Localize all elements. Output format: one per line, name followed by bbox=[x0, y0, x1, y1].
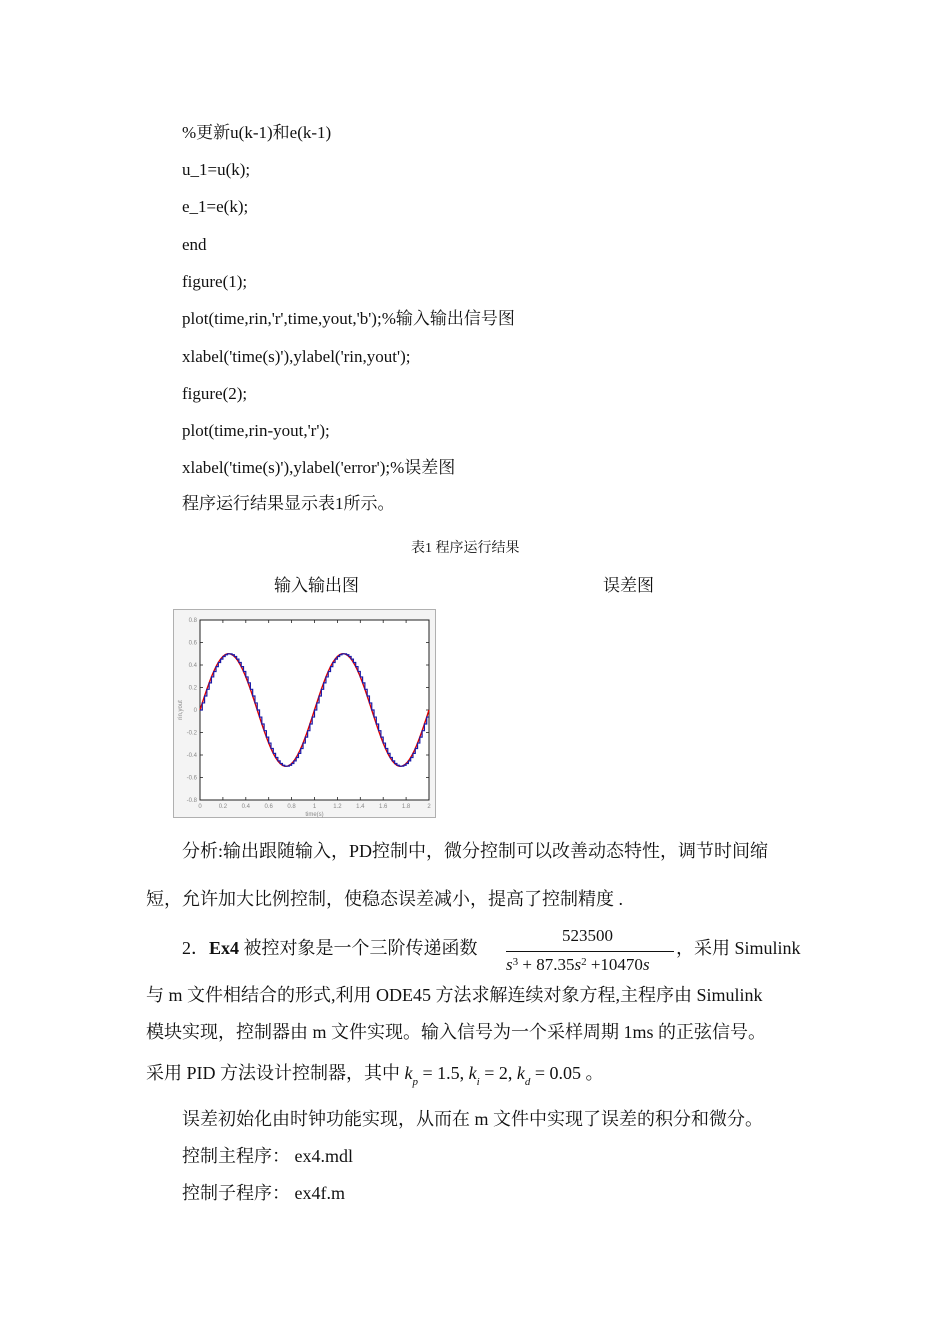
kd-value: = 0.05 bbox=[534, 1063, 582, 1083]
ex4-line-2: 与 m 文件相结合的形式,利用 ODE45 方法求解连续对象方程,主程序由 Simulink bbox=[146, 985, 763, 1005]
ex4-number: 2． bbox=[182, 938, 209, 958]
y-tick-label: 0 bbox=[193, 708, 197, 714]
pid-intro: 采用 PID 方法设计控制器，其中 bbox=[146, 1063, 401, 1083]
ki-value: = 2, bbox=[484, 1063, 513, 1083]
x-tick-label: 2 bbox=[427, 804, 431, 810]
tf-power: 3 bbox=[512, 956, 519, 968]
ex4-label: Ex4 bbox=[209, 938, 240, 958]
tf-power: 2 bbox=[581, 956, 587, 968]
ex4-text: 被控对象是一个三阶传递函数 bbox=[243, 938, 478, 958]
code-line: plot(time,rin-yout,'r'); bbox=[182, 421, 330, 440]
x-tick-label: 1.4 bbox=[356, 804, 365, 810]
y-tick-label: 0.2 bbox=[188, 685, 197, 692]
period: 。 bbox=[585, 1063, 604, 1083]
tf-numerator: 523500 bbox=[562, 926, 613, 945]
y-tick-label: 0.8 bbox=[188, 618, 197, 624]
code-line: figure(1); bbox=[182, 272, 248, 291]
code-line: end bbox=[182, 235, 207, 254]
analysis-line-2: 短，允许加大比例控制，使稳态误差减小，提高了控制精度 . bbox=[146, 889, 623, 909]
x-tick-label: 0 bbox=[198, 804, 202, 810]
ex4-heading bbox=[182, 937, 478, 959]
column-header-error: 误差图 bbox=[603, 576, 654, 595]
code-line: figure(2); bbox=[182, 384, 248, 403]
tf-denominator bbox=[506, 955, 650, 975]
k-symbol: k bbox=[516, 1063, 525, 1083]
tf-s: s bbox=[574, 955, 582, 974]
x-tick-label: 0.4 bbox=[241, 804, 250, 810]
code-line: xlabel('time(s)'),ylabel('rin,yout'); bbox=[182, 347, 411, 366]
ki-subscript: i bbox=[476, 1076, 480, 1088]
k-symbol: k bbox=[404, 1063, 413, 1083]
x-tick-label: 1 bbox=[312, 804, 317, 810]
fraction-bar bbox=[506, 951, 674, 952]
tf-coef: + 87.35 bbox=[522, 955, 575, 974]
y-tick-label: -0.2 bbox=[186, 730, 197, 737]
y-tick-label: 0.6 bbox=[188, 640, 197, 647]
io-chart bbox=[174, 610, 437, 819]
code-line: %更新u(k-1)和e(k-1) bbox=[182, 123, 332, 142]
sub-program: 控制子程序： ex4f.m bbox=[182, 1183, 345, 1203]
x-tick-label: 0.8 bbox=[287, 804, 296, 810]
y-tick-label: 0.4 bbox=[188, 663, 197, 669]
code-line: plot(time,rin,'r',time,yout,'b');%输入输出信号图 bbox=[182, 309, 515, 328]
code-line: u_1=u(k); bbox=[182, 160, 251, 179]
table-caption: 表1 程序运行结果 bbox=[411, 541, 520, 556]
x-axis-label: time(s) bbox=[305, 812, 324, 818]
y-tick-label: -0.6 bbox=[186, 775, 197, 782]
tf-s: s bbox=[506, 955, 513, 974]
error-init-text: 误差初始化由时钟功能实现，从而在 m 文件中实现了误差的积分和微分。 bbox=[182, 1109, 763, 1129]
kp-value: = 1.5, bbox=[422, 1063, 465, 1083]
analysis-line-1: 分析:输出跟随输入，PD控制中，微分控制可以改善动态特性，调节时间缩 bbox=[182, 841, 769, 861]
y-axis-label: rin,yout bbox=[178, 700, 184, 720]
result-intro: 程序运行结果显示表1所示。 bbox=[182, 494, 395, 513]
x-tick-label: 0.2 bbox=[218, 804, 228, 810]
ex4-after: ，采用 Simulink bbox=[676, 938, 801, 958]
x-tick-label: 1.8 bbox=[401, 804, 411, 810]
code-line: e_1=e(k); bbox=[182, 197, 249, 216]
main-program: 控制主程序： ex4.mdl bbox=[182, 1146, 353, 1166]
x-tick-label: 1.6 bbox=[379, 804, 388, 810]
k-symbol: k bbox=[468, 1063, 477, 1083]
y-tick-label: -0.4 bbox=[186, 753, 197, 759]
ex4-line-3: 模块实现，控制器由 m 文件实现。输入信号为一个采样周期 1ms 的正弦信号。 bbox=[146, 1022, 767, 1042]
kp-subscript: p bbox=[412, 1076, 419, 1088]
y-tick-label: -0.8 bbox=[186, 798, 197, 804]
code-line: xlabel('time(s)'),ylabel('error');%误差图 bbox=[182, 458, 456, 477]
column-header-io: 输入输出图 bbox=[274, 576, 359, 595]
x-tick-label: 1.2 bbox=[333, 804, 342, 810]
ex4-line-4 bbox=[146, 1062, 604, 1087]
io-plot-figure bbox=[173, 609, 436, 818]
tf-coef: +10470 bbox=[590, 955, 643, 974]
x-tick-label: 0.6 bbox=[264, 804, 273, 810]
kd-subscript: d bbox=[524, 1076, 531, 1088]
tf-s: s bbox=[642, 955, 650, 974]
